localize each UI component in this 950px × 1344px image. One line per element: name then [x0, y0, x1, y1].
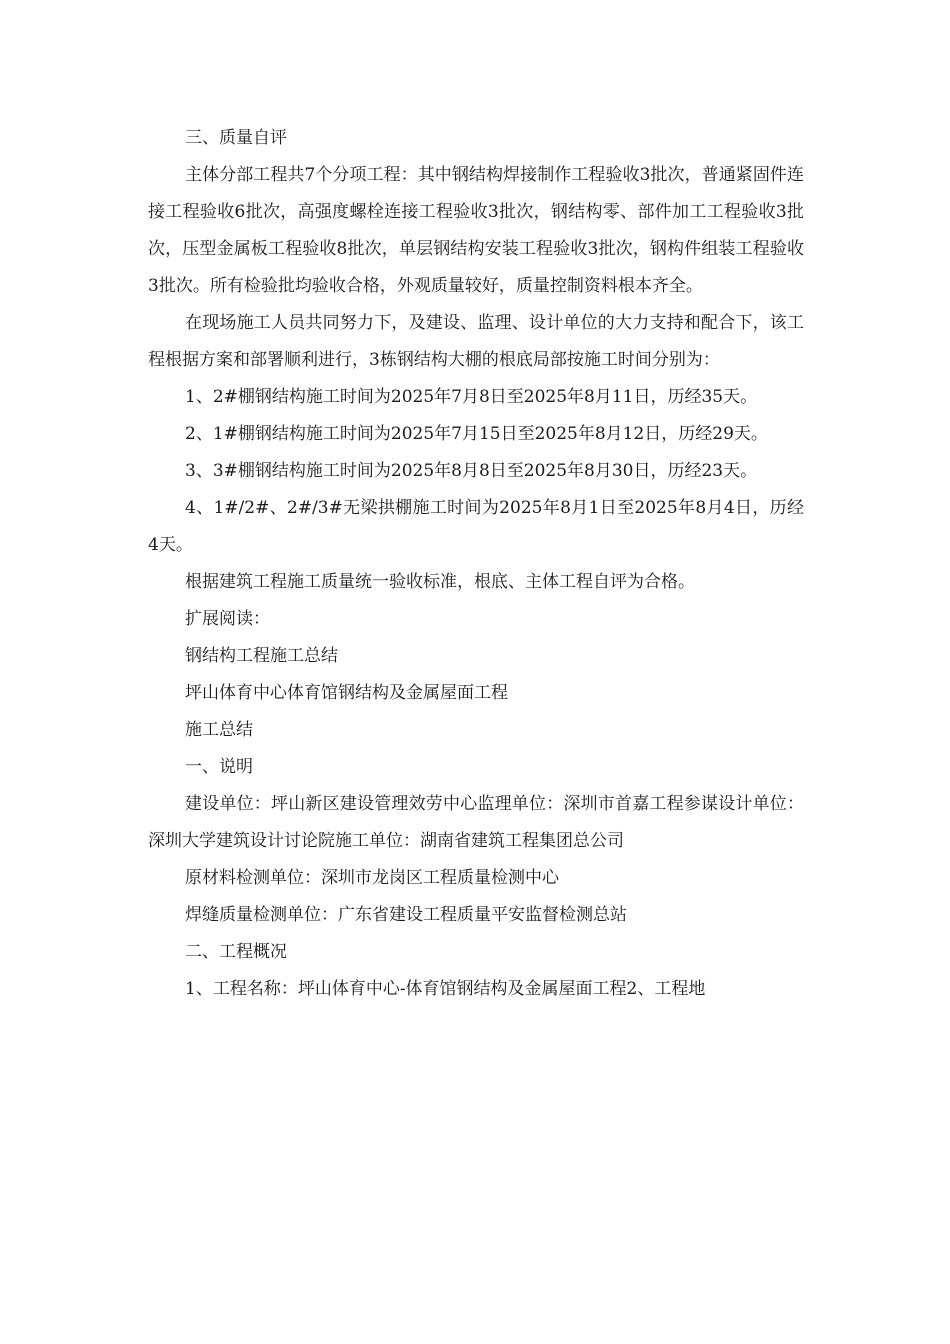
- section-heading-description: 一、说明: [185, 757, 253, 777]
- paragraph-weld-testing-unit: 焊缝质量检测单位：广东省建设工程质量平安监督检测总站: [185, 905, 627, 925]
- extended-title: 钢结构工程施工总结: [185, 646, 338, 666]
- list-item-shed-1: 2、1#棚钢结构施工时间为2025年7月15日至2025年8月12日，历经29天。: [185, 424, 768, 444]
- paragraph-construction-progress: 在现场施工人员共同努力下，及建设、监理、设计单位的大力支持和配合下，该工程根据方案和部署顺利进行，3栋钢结构大棚的根底局部按施工时间分别为：: [148, 313, 804, 370]
- paragraph-sub-items-summary: 主体分部工程共7个分项工程：其中钢结构焊接制作工程验收3批次，普通紧固件连接工程验收6批次，高强度螺栓连接工程验收3批次，钢结构零、部件加工工程验收3批次，压型金属板工程验收8批次，单层钢结构安装工程验收3批次，钢构件组装工程验收3批次。所有检验批均验收合格，外观质量较好，质量控制资料根本齐全。: [148, 165, 804, 296]
- paragraph-project-name: 1、工程名称：坪山体育中心-体育馆钢结构及金属屋面工程2、工程地: [185, 979, 706, 999]
- paragraph-units: 建设单位：坪山新区建设管理效劳中心监理单位：深圳市首嘉工程参谋设计单位：深圳大学建筑设计讨论院施工单位：湖南省建筑工程集团总公司: [148, 794, 804, 851]
- section-heading-project-overview: 二、工程概况: [185, 942, 287, 962]
- paragraph-self-evaluation-result: 根据建筑工程施工质量统一验收标准，根底、主体工程自评为合格。: [185, 572, 695, 592]
- list-item-arch-shed: 4、1#/2#、2#/3#无梁拱棚施工时间为2025年8月1日至2025年8月4日，历经4天。: [148, 498, 804, 555]
- paragraph-material-testing-unit: 原材料检测单位：深圳市龙岗区工程质量检测中心: [185, 868, 559, 888]
- extended-reading-label: 扩展阅读：: [185, 609, 270, 629]
- extended-subtitle: 坪山体育中心体育馆钢结构及金属屋面工程: [185, 683, 508, 703]
- section-heading-quality-self-evaluation: 三、质量自评: [185, 128, 287, 148]
- list-item-shed-3: 3、3#棚钢结构施工时间为2025年8月8日至2025年8月30日，历经23天。: [185, 461, 758, 481]
- extended-subtitle-2: 施工总结: [185, 720, 253, 740]
- list-item-shed-2: 1、2#棚钢结构施工时间为2025年7月8日至2025年8月11日，历经35天。: [185, 387, 758, 407]
- document-body: [148, 120, 804, 1008]
